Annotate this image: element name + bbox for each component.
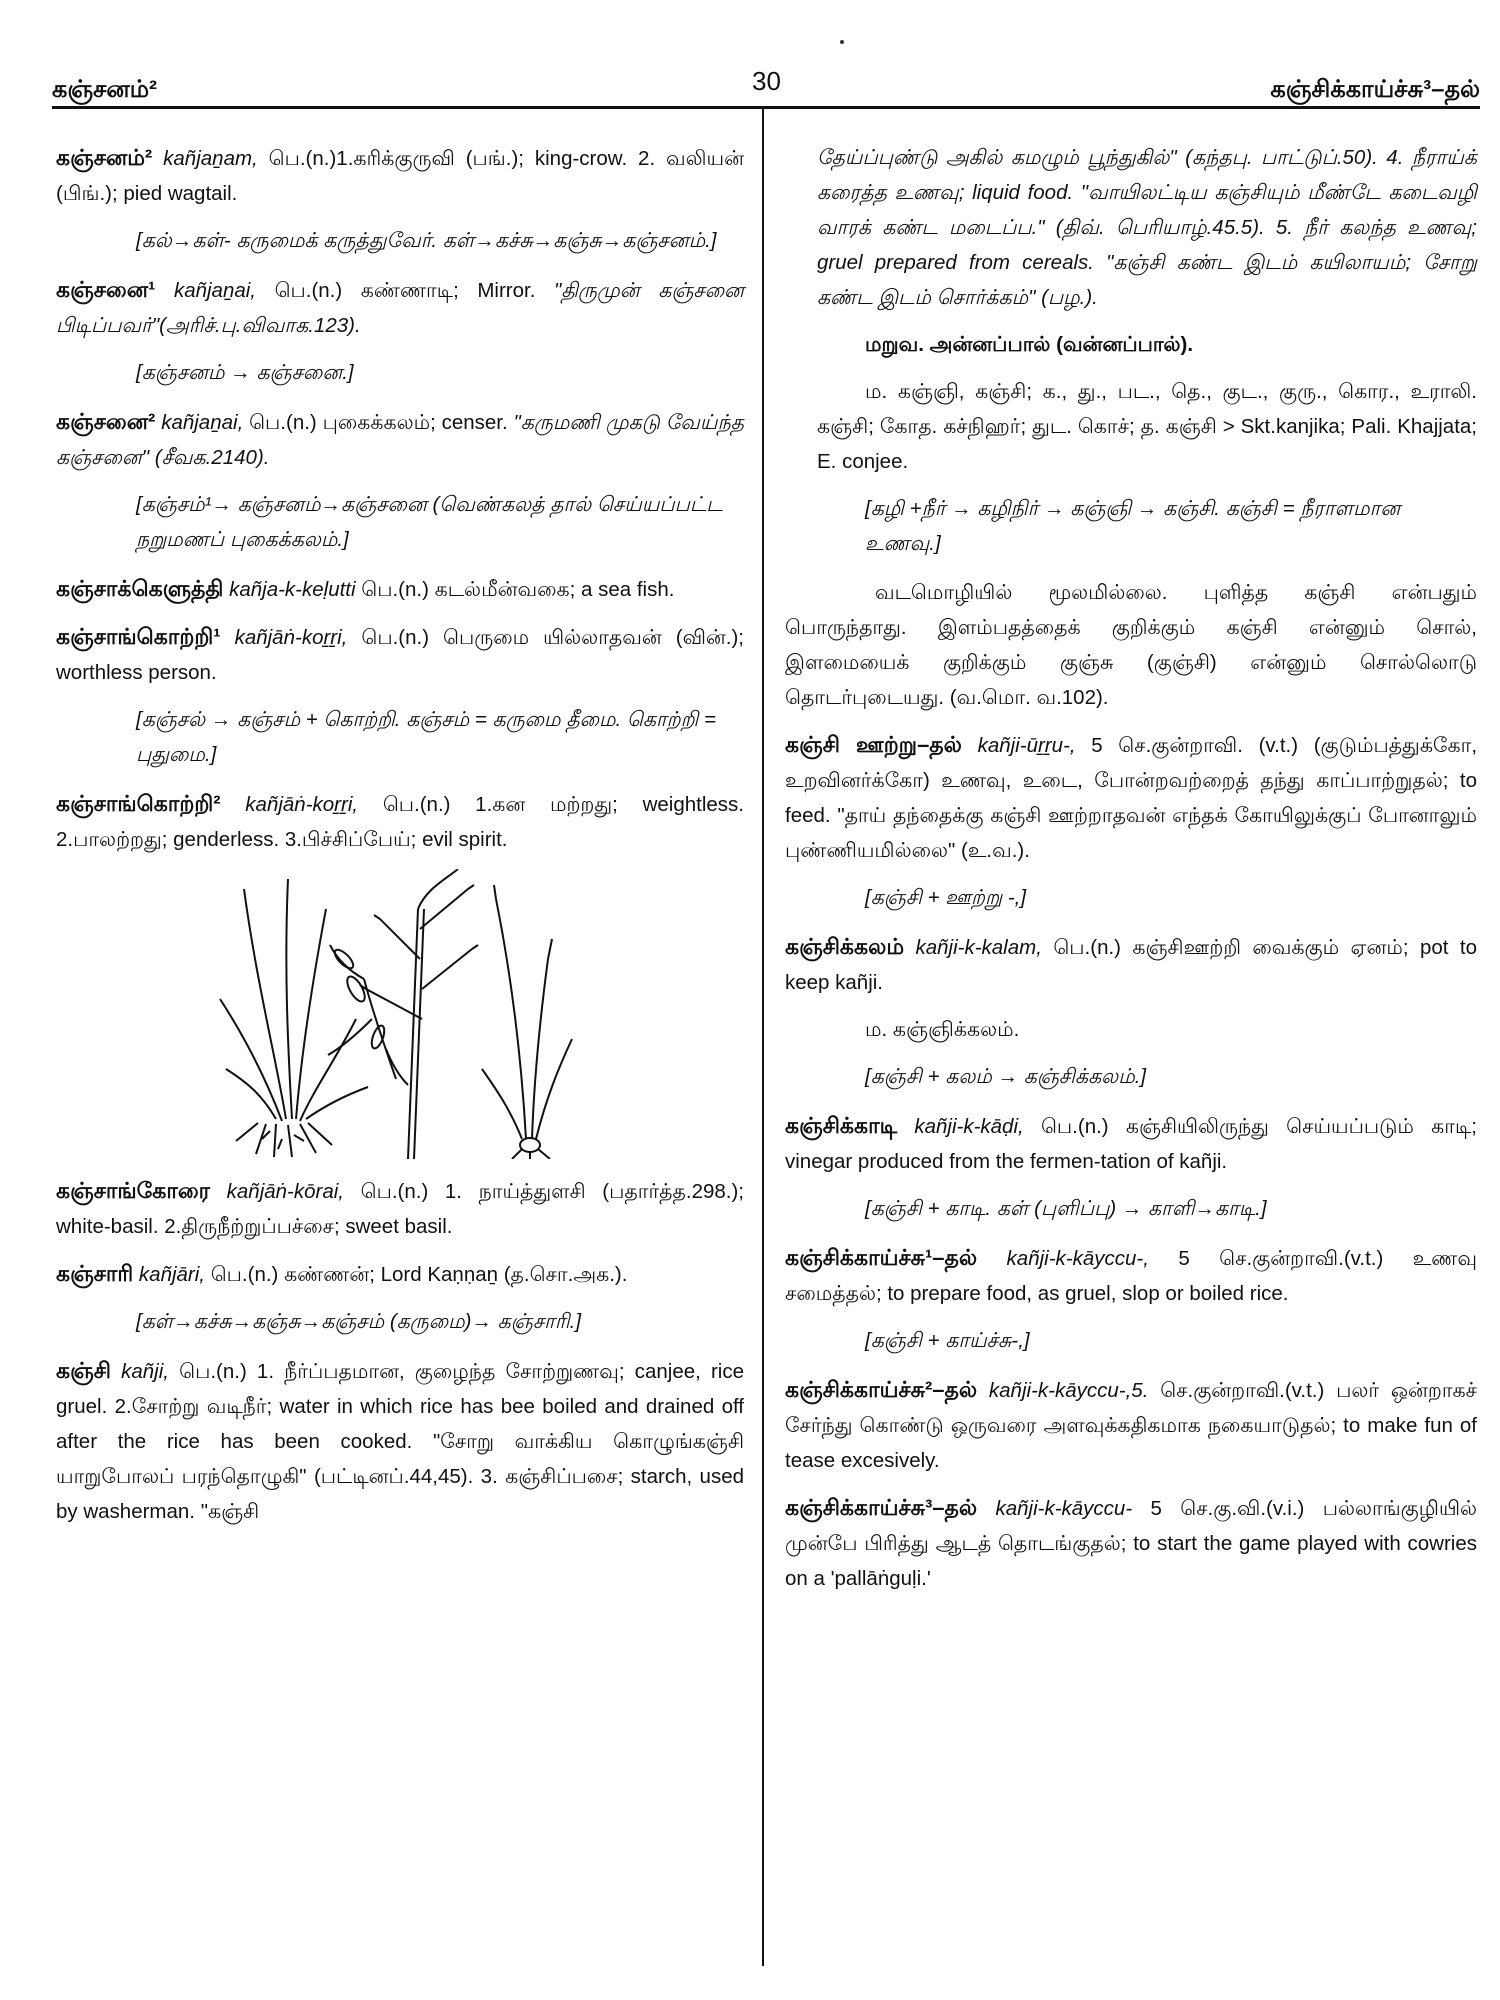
transliteration: kañjaṉai, bbox=[173, 279, 256, 302]
continued-definition: தேய்ப்புண்டு அகில் கமழும் பூந்துகில்" (கந்தபு. பாட்டுப்.50). 4. நீராய்க் கரைத்த உணவு; liquid food. "வாயிலட்டிய கஞ்சியும் மீண்டே கடைவழி வாரக் கண்ட மடைப்ப." (திவ். பெரியாழ்.45.5). 5. நீர் கலந்த உணவு; gruel prepared from cereals. "கஞ்சி கண்ட இடம் கயிலாயம்; சோறு கண்ட இடம் சொர்க்கம்" (பழ.). bbox=[817, 146, 1477, 309]
headword: கஞ்சிக்காய்ச்சு¹–தல் bbox=[785, 1245, 978, 1270]
dictionary-entry bbox=[785, 1372, 1477, 1478]
dictionary-entry bbox=[785, 727, 1477, 868]
headword: கஞ்சிக்கலம் bbox=[785, 934, 905, 959]
etymology: [கஞ்சி + காடி. கள் (புளிப்பு) → காளி→காடி.] bbox=[865, 1197, 1267, 1220]
left-column bbox=[56, 140, 744, 1541]
headword: கஞ்சிக்காய்ச்சு²–தல் bbox=[785, 1377, 978, 1402]
etymology: [கஞ்சல் → கஞ்சம் + கொற்றி. கஞ்சம் = கருமை தீமை. கொற்றி = புதுமை.] bbox=[136, 708, 716, 766]
dictionary-entry bbox=[56, 619, 744, 690]
dictionary-entry bbox=[56, 1353, 744, 1529]
dictionary-entry bbox=[785, 1490, 1477, 1596]
dictionary-entry bbox=[785, 1240, 1477, 1311]
header-right-word: கஞ்சிக்காய்ச்சு³–தல் bbox=[1270, 76, 1480, 103]
dictionary-entry bbox=[785, 1108, 1477, 1179]
transliteration: kañji-ūṟṟu-, bbox=[977, 734, 1076, 757]
headword: கஞ்சிக்காடி bbox=[785, 1113, 898, 1138]
etymology: [கள்→கச்சு→கஞ்சு→கஞ்சம் (கருமை)→ கஞ்சாரி.] bbox=[136, 1310, 582, 1333]
definition: செ.குன்றாவி.(v.t.) பலர் ஒன்றாகச் சேர்ந்து கொண்டு ஒருவரை அளவுக்கதிகமாக நகையாடுதல்; to make fun of tease excesively. bbox=[785, 1379, 1478, 1472]
definition: 5 செ.குன்றாவி. (v.t.) (குடும்பத்துக்கோ, உறவினர்க்கோ) உணவு, உடை, போன்றவற்றைத் தந்து காப்பாற்றுதல்; to feed. "தாய் தந்தைக்கு கஞ்சி ஊற்றாதவன் எந்தக் கோயிலுக்குப் போனாலும் புண்ணியமில்லை" (உ.வ.). bbox=[785, 734, 1478, 862]
headword: கஞ்சனம்² bbox=[56, 145, 153, 170]
headword: கஞ்சாரி bbox=[56, 1261, 134, 1286]
definition: 5 செ.கு.வி.(v.i.) பல்லாங்குழியில் முன்பே பிரித்து ஆடத் தொடங்குதல்; to start the game played with cowries on a 'pallāṅguḷi.' bbox=[785, 1497, 1478, 1590]
definition: பெ.(n.) 1.கன மற்றது; weightless. 2.பாலற்றது; genderless. 3.பிச்சிப்பேய்; evil spirit. bbox=[56, 793, 744, 851]
dictionary-entry bbox=[56, 571, 744, 607]
headword: கஞ்சாங்கொற்றி² bbox=[56, 791, 221, 816]
dictionary-entry bbox=[56, 272, 744, 343]
grass-plant-illustration-icon bbox=[196, 869, 636, 1159]
etymology: [கஞ்சனம் → கஞ்சனை.] bbox=[136, 361, 354, 384]
right-column bbox=[785, 140, 1477, 1608]
headword: கஞ்சாக்கெளுத்தி bbox=[56, 576, 224, 601]
header-rule bbox=[52, 106, 1480, 109]
etymology: [கஞ்சம்¹→ கஞ்சனம்→கஞ்சனை (வெண்கலத் தால் செய்யப்பட்ட நறுமணப் புகைக்கலம்.] bbox=[136, 493, 723, 551]
definition: பெ.(n.) கஞ்சியிலிருந்து செய்யப்படும் காடி; vinegar produced from the fermen-tation of kañji. bbox=[785, 1115, 1477, 1173]
etymology: [கஞ்சி + கலம் → கஞ்சிக்கலம்.] bbox=[865, 1065, 1147, 1088]
definition: பெ.(n.) 1. நாய்த்துளசி (பதார்த்த.298.); white-basil. 2.திருநீற்றுப்பச்சை; sweet basil. bbox=[56, 1180, 744, 1238]
definition: 5 செ.குன்றாவி.(v.t.) உணவு சமைத்தல்; to prepare food, as gruel, slop or boiled rice. bbox=[785, 1247, 1478, 1305]
definition: பெ.(n.) பெருமை யில்லாதவன் (வின்.); worthless person. bbox=[56, 626, 744, 684]
quotation: "திருமுன் கஞ்சனை பிடிப்பவர்"(அரிச்.பு.விவாக.123). bbox=[56, 279, 744, 337]
column-divider bbox=[762, 108, 764, 1966]
definition: பெ.(n.) புகைக்கலம்; censer. bbox=[249, 411, 508, 434]
page-number: 30 bbox=[752, 66, 781, 96]
dictionary-entry bbox=[56, 404, 744, 475]
transliteration: kañji-k-kāḍi, bbox=[914, 1115, 1024, 1138]
definition: பெ.(n.) கண்ணன்; Lord Kaṇṇaṉ (த.சொ.அக.). bbox=[210, 1263, 628, 1286]
headword: கஞ்சனை² bbox=[56, 409, 156, 434]
cognates-line: ம. கஞ்ஞி, கஞ்சி; க., து., பட., தெ., குட., குரு., கொர., உராலி. கஞ்சி; கோத. கச்நிஹர்; துட. கொச்; த. கஞ்சி > Skt.kanjika; Pali. Khajjata; E. conjee. bbox=[817, 380, 1477, 473]
speck-mark bbox=[840, 40, 844, 44]
definition: பெ.(n.) கண்ணாடி; Mirror. bbox=[274, 279, 536, 302]
transliteration: kañjāri, bbox=[138, 1263, 206, 1286]
headword: கஞ்சாங்கொற்றி¹ bbox=[56, 624, 221, 649]
page-header bbox=[52, 66, 1480, 110]
etymology: [கஞ்சி + ஊற்று -,] bbox=[865, 886, 1027, 909]
header-left-word: கஞ்சனம்² bbox=[52, 76, 157, 103]
transliteration: kañjāṅ-kōrai, bbox=[226, 1180, 345, 1203]
dictionary-entry bbox=[56, 1256, 744, 1292]
dictionary-entry bbox=[56, 786, 744, 857]
definition: பெ.(n.) கடல்மீன்வகை; a sea fish. bbox=[361, 578, 675, 601]
transliteration: kañji-k-kāyccu-, bbox=[1006, 1247, 1149, 1270]
headword: கஞ்சாங்கோரை bbox=[56, 1178, 211, 1203]
transliteration: kañji-k-kalam, bbox=[915, 936, 1042, 959]
synonyms-line: மறுவ. அன்னப்பால் (வன்னப்பால்). bbox=[865, 333, 1194, 356]
definition: பெ.(n.) கஞ்சிஊற்றி வைக்கும் ஏனம்; pot to keep kañji. bbox=[785, 936, 1477, 994]
transliteration: kañji, bbox=[121, 1360, 169, 1383]
transliteration: kañji-k-kāyccu-,5. bbox=[988, 1379, 1149, 1402]
transliteration: kañji-k-kāyccu- bbox=[995, 1497, 1133, 1520]
etymology: [கஞ்சி + காய்ச்சு-,] bbox=[865, 1329, 1030, 1352]
etymology: [கல்→கள்- கருமைக் கருத்துவேர். கள்→கச்சு→கஞ்சு→கஞ்சனம்.] bbox=[136, 229, 717, 252]
definition: பெ.(n.) 1. நீர்ப்பதமான, குழைந்த சோற்றுணவு; canjee, rice gruel. 2.சோற்று வடிநீர்; water in which rice has bee boiled and drained off after the rice has been cooked. "சோறு வாக்கிய கொழுங்கஞ்சி யாறுபோலப் பரந்தொழுகி" (பட்டினப்.44,45). 3. கஞ்சிப்பசை; starch, used by washerman. "கஞ்சி bbox=[56, 1360, 744, 1523]
etymology: [கழி +நீர் → கழிநிர் → கஞ்ஞி → கஞ்சி. கஞ்சி = நீராளமான உணவு.] bbox=[865, 497, 1401, 555]
transliteration: kañjaṉai, bbox=[161, 411, 244, 434]
transliteration: kañja-k-keḷutti bbox=[229, 578, 356, 601]
dictionary-entry bbox=[56, 140, 744, 211]
note-paragraph: வடமொழியில் மூலமில்லை. புளித்த கஞ்சி என்பதும் பொருந்தாது. இளம்பதத்தைக் குறிக்கும் கஞ்சி என்னும் சொல், இளமையைக் குறிக்கும் குஞ்சு (குஞ்சி) என்னும் சொல்லொடு தொடர்புடையது. (வ.மொ. வ.102). bbox=[785, 581, 1477, 709]
transliteration: kañjāṅ-koṟṟi, bbox=[245, 793, 359, 816]
dictionary-entry bbox=[785, 929, 1477, 1000]
headword: கஞ்சனை¹ bbox=[56, 277, 156, 302]
definition: பெ.(n.)1.கரிக்குருவி (பங்.); king-crow. 2. வலியன் (பிங்.); pied wagtail. bbox=[56, 147, 744, 205]
headword: கஞ்சி ஊற்று–தல் bbox=[785, 732, 962, 757]
transliteration: kañjaṉam, bbox=[163, 147, 258, 170]
headword: கஞ்சி bbox=[56, 1358, 111, 1383]
headword: கஞ்சிக்காய்ச்சு³–தல் bbox=[785, 1495, 978, 1520]
cognates-line: ம. கஞ்ஞிக்கலம். bbox=[865, 1018, 1020, 1041]
transliteration: kañjāṅ-koṟṟi, bbox=[234, 626, 348, 649]
dictionary-entry bbox=[56, 1173, 744, 1244]
quotation: "கருமணி முகடு வேய்ந்த கஞ்சனை" (சீவக.2140). bbox=[56, 411, 744, 469]
